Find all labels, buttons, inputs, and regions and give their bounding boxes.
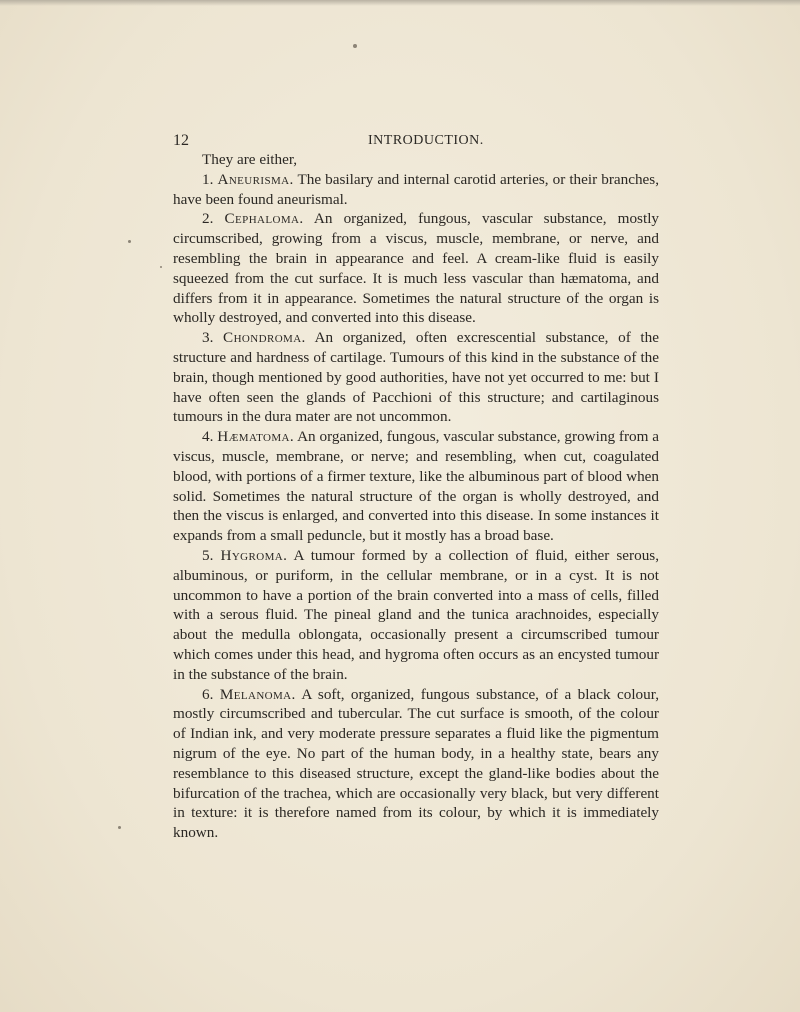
entry-number: 3. bbox=[202, 329, 214, 347]
page-number: 12 bbox=[173, 132, 189, 149]
entry-cephaloma bbox=[173, 209, 659, 328]
entry-term: Chondroma. bbox=[223, 329, 306, 347]
entry-text: A soft, organized, fungous substance, of a black colour, mostly circumscribed and tubercular. The cut surface is smooth, of the colour of Indian ink, and very moderate pressure separates a fluid like the pigmentum nigrum of the eye. No part of the human body, in a healthy state, bears any resemblance to this diseased structure, except the gland-like bodies about the bifurcation of the trachea, which are occasionally very black, but very different in texture: it is therefore named from its colour, by which it is immediately known. bbox=[173, 685, 659, 842]
body-text bbox=[173, 150, 659, 843]
entry-term: Cephaloma. bbox=[224, 210, 304, 228]
entry-term: Hæmatoma. bbox=[217, 428, 295, 446]
entry-chondroma bbox=[173, 328, 659, 427]
entry-term: Melanoma. bbox=[219, 685, 296, 703]
entry-text: The basilary and internal carotid arteries, or their branches, have been found aneurismal. bbox=[173, 170, 660, 208]
entry-number: 6. bbox=[202, 685, 214, 703]
entry-text: A tumour formed by a collection of fluid, either serous, albuminous, or puriform, in the cellular membrane, or in a cyst. It is not uncommon to have a portion of the brain converted into a mass of cells, filled with a serous fluid. The pineal gland and the tunica arachnoides, especially about the medulla oblongata, occasionally present a circumscribed tumour which comes under this head, and hygroma often occurs as an encysted tumour in the substance of the brain. bbox=[173, 546, 659, 683]
entry-text: An organized, often excrescential substance, of the structure and hardness of cartilage. Tumours of this kind in the substance of the brain, though mentioned by good authorities, have not yet occurred to me: but I have often seen the glands of Pacchioni of this structure; and cartilaginous tumours in the dura mater are not uncommon. bbox=[173, 329, 659, 426]
page-header bbox=[173, 132, 659, 152]
entry-number: 4. bbox=[202, 428, 214, 446]
paper-speck bbox=[128, 240, 131, 243]
paper-speck bbox=[353, 44, 357, 48]
entry-number: 5. bbox=[202, 546, 214, 564]
entry-melanoma bbox=[173, 685, 659, 843]
entry-aneurisma bbox=[173, 170, 659, 210]
entry-text: An organized, fungous, vascular substance, growing from a viscus, muscle, membrane, or nerve; and resembling, when cut, coagulated blood, with portions of a firmer texture, like the albuminous part of blood when solid. Sometimes the natural structure of the organ is wholly destroyed, and then the viscus is enlarged, and converted into this disease. In some instances it expands from a small peduncle, but it mostly has a broad base. bbox=[173, 428, 660, 545]
entry-number: 2. bbox=[202, 210, 214, 228]
page-edge-shadow bbox=[0, 0, 800, 6]
entry-term: Hygroma. bbox=[220, 546, 288, 564]
entry-number: 1. bbox=[202, 170, 214, 188]
entry-hygroma bbox=[173, 546, 659, 685]
paper-speck bbox=[160, 266, 162, 268]
entry-haematoma bbox=[173, 427, 659, 546]
paper-speck bbox=[118, 826, 121, 829]
entry-text: An organized, fungous, vascular substance, mostly circumscribed, growing from a viscus, muscle, membrane, or nerve, and resembling the brain in appearance and feel. A cream-like fluid is easily squeezed from the cut surface. It is much less vascular than hæmatoma, and differs from it in appearance. Sometimes the natural structure of the organ is wholly destroyed, and converted into this disease. bbox=[173, 210, 660, 327]
entry-term: Aneurisma. bbox=[217, 170, 294, 188]
running-head: INTRODUCTION. bbox=[368, 133, 484, 148]
intro-line: They are either, bbox=[202, 151, 298, 168]
